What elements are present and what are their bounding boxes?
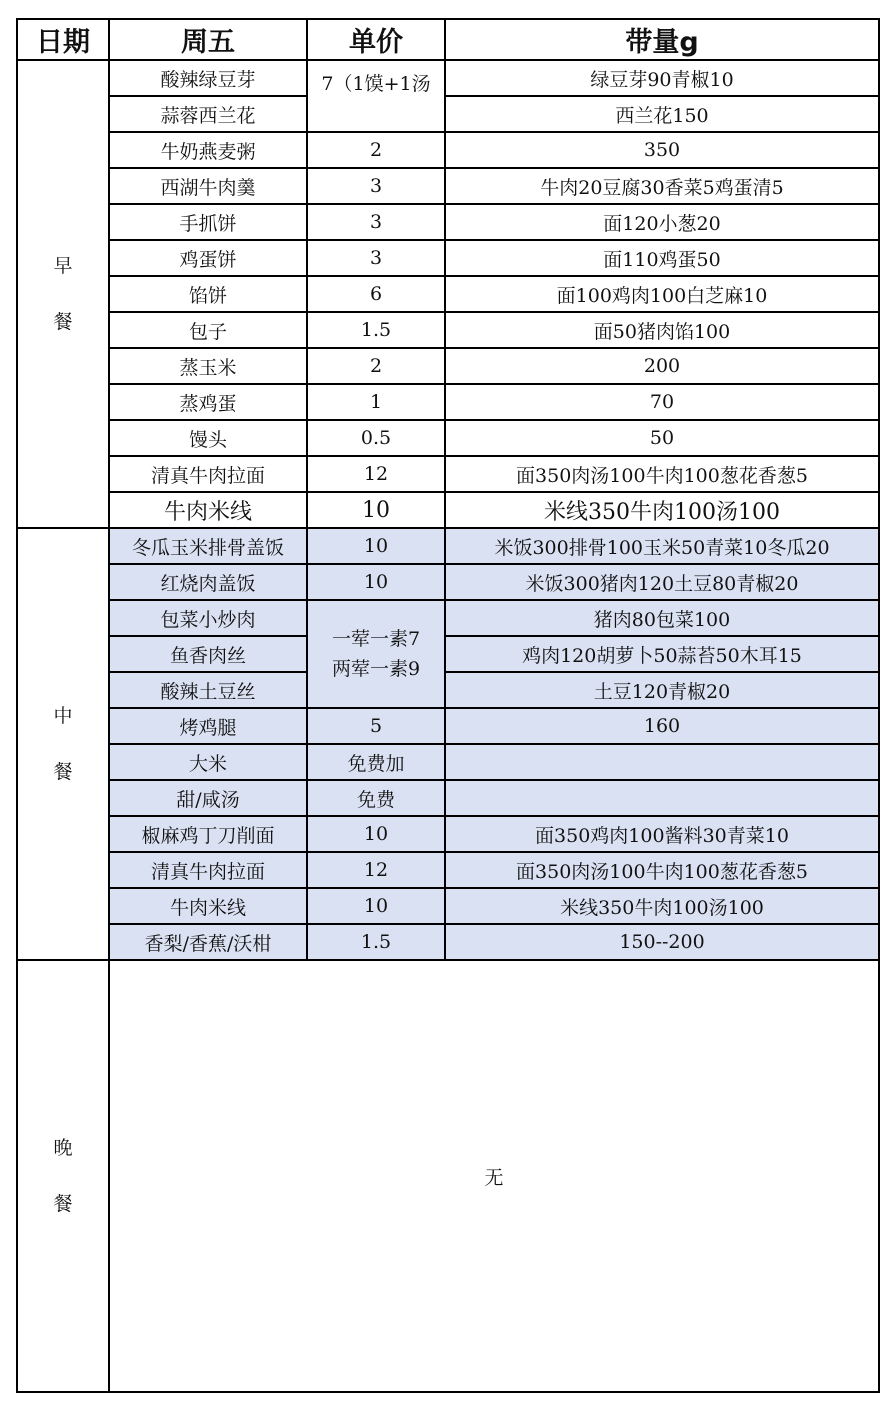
table-row xyxy=(17,132,879,168)
dish-name: 蒸玉米 xyxy=(109,348,307,384)
dish-name: 烤鸡腿 xyxy=(109,708,307,744)
price: 3 xyxy=(307,204,445,240)
price: 免费加 xyxy=(307,744,445,780)
portion: 160 xyxy=(445,708,879,744)
table-row xyxy=(17,348,879,384)
dish-name: 包子 xyxy=(109,312,307,348)
price: 3 xyxy=(307,240,445,276)
portion: 200 xyxy=(445,348,879,384)
dish-name: 大米 xyxy=(109,744,307,780)
portion: 面50猪肉馅100 xyxy=(445,312,879,348)
table-row xyxy=(17,168,879,204)
dish-name: 香梨/香蕉/沃柑 xyxy=(109,924,307,960)
dish-name: 包菜小炒肉 xyxy=(109,600,307,636)
table-row xyxy=(17,96,879,132)
portion: 绿豆芽90青椒10 xyxy=(445,60,879,96)
table-row xyxy=(17,852,879,888)
price: 1 xyxy=(307,384,445,420)
shared-price xyxy=(307,600,445,708)
table-row xyxy=(17,528,879,564)
dish-name: 西湖牛肉羹 xyxy=(109,168,307,204)
dish-name: 清真牛肉拉面 xyxy=(109,456,307,492)
portion xyxy=(445,780,879,816)
price: 10 xyxy=(307,564,445,600)
portion: 西兰花150 xyxy=(445,96,879,132)
dish-name: 椒麻鸡丁刀削面 xyxy=(109,816,307,852)
meal-label-lunch: 中 餐 xyxy=(17,528,109,960)
dish-name: 冬瓜玉米排骨盖饭 xyxy=(109,528,307,564)
portion xyxy=(445,744,879,780)
shared-price-line: 两荤一素9 xyxy=(331,658,421,680)
shared-price-line: 一荤一素7 xyxy=(331,628,421,650)
portion: 面120小葱20 xyxy=(445,204,879,240)
table-row xyxy=(17,780,879,816)
header-price: 单价 xyxy=(307,19,445,60)
table-row xyxy=(17,600,879,636)
portion: 面110鸡蛋50 xyxy=(445,240,879,276)
table-row xyxy=(17,708,879,744)
portion: 面350肉汤100牛肉100葱花香葱5 xyxy=(445,852,879,888)
price: 2 xyxy=(307,348,445,384)
table-row xyxy=(17,240,879,276)
header-date: 日期 xyxy=(17,19,109,60)
header-day: 周五 xyxy=(109,19,307,60)
price: 3 xyxy=(307,168,445,204)
dish-name: 牛肉米线 xyxy=(109,888,307,924)
dish-name: 馅饼 xyxy=(109,276,307,312)
portion: 米饭300猪肉120土豆80青椒20 xyxy=(445,564,879,600)
portion: 猪肉80包菜100 xyxy=(445,600,879,636)
dish-name: 鱼香肉丝 xyxy=(109,636,307,672)
portion: 土豆120青椒20 xyxy=(445,672,879,708)
dish-name: 甜/咸汤 xyxy=(109,780,307,816)
table-row xyxy=(17,384,879,420)
portion: 米线350牛肉100汤100 xyxy=(445,492,879,528)
price: 0.5 xyxy=(307,420,445,456)
price: 12 xyxy=(307,852,445,888)
table-row xyxy=(17,960,879,1392)
header-row xyxy=(17,19,879,60)
price: 12 xyxy=(307,456,445,492)
table-row xyxy=(17,672,879,708)
portion: 350 xyxy=(445,132,879,168)
portion: 米线350牛肉100汤100 xyxy=(445,888,879,924)
portion: 牛肉20豆腐30香菜5鸡蛋清5 xyxy=(445,168,879,204)
dish-name: 酸辣土豆丝 xyxy=(109,672,307,708)
price: 6 xyxy=(307,276,445,312)
price: 5 xyxy=(307,708,445,744)
table-row xyxy=(17,924,879,960)
portion: 面100鸡肉100白芝麻10 xyxy=(445,276,879,312)
header-portion: 带量g xyxy=(445,19,879,60)
portion: 面350鸡肉100酱料30青菜10 xyxy=(445,816,879,852)
price: 1.5 xyxy=(307,924,445,960)
price: 2 xyxy=(307,132,445,168)
table-row xyxy=(17,636,879,672)
dish-name: 牛肉米线 xyxy=(109,492,307,528)
table-row xyxy=(17,492,879,528)
price: 1.5 xyxy=(307,312,445,348)
dish-name: 鸡蛋饼 xyxy=(109,240,307,276)
dish-name: 酸辣绿豆芽 xyxy=(109,60,307,96)
meal-label-dinner: 晚 餐 xyxy=(17,960,109,1392)
dish-name: 蒜蓉西兰花 xyxy=(109,96,307,132)
dish-name: 牛奶燕麦粥 xyxy=(109,132,307,168)
portion: 米饭300排骨100玉米50青菜10冬瓜20 xyxy=(445,528,879,564)
table-row xyxy=(17,420,879,456)
table-row xyxy=(17,60,879,96)
table-row xyxy=(17,888,879,924)
portion: 50 xyxy=(445,420,879,456)
dinner-content: 无 xyxy=(109,960,879,1392)
dish-name: 清真牛肉拉面 xyxy=(109,852,307,888)
dish-name: 蒸鸡蛋 xyxy=(109,384,307,420)
portion: 面350肉汤100牛肉100葱花香葱5 xyxy=(445,456,879,492)
price: 10 xyxy=(307,888,445,924)
price: 10 xyxy=(307,816,445,852)
table-row xyxy=(17,312,879,348)
portion: 150--200 xyxy=(445,924,879,960)
menu-table xyxy=(16,18,880,1393)
table-row xyxy=(17,816,879,852)
portion: 70 xyxy=(445,384,879,420)
table-row xyxy=(17,744,879,780)
price: 10 xyxy=(307,528,445,564)
dish-name: 手抓饼 xyxy=(109,204,307,240)
table-row xyxy=(17,456,879,492)
portion: 鸡肉120胡萝卜50蒜苔50木耳15 xyxy=(445,636,879,672)
dish-name: 馒头 xyxy=(109,420,307,456)
table-row xyxy=(17,276,879,312)
meal-label-breakfast: 早 餐 xyxy=(17,60,109,528)
table-row xyxy=(17,564,879,600)
price: 免费 xyxy=(307,780,445,816)
price: 10 xyxy=(307,492,445,528)
table-row xyxy=(17,204,879,240)
dish-name: 红烧肉盖饭 xyxy=(109,564,307,600)
shared-price: 7（1馍+1汤 xyxy=(307,60,445,132)
